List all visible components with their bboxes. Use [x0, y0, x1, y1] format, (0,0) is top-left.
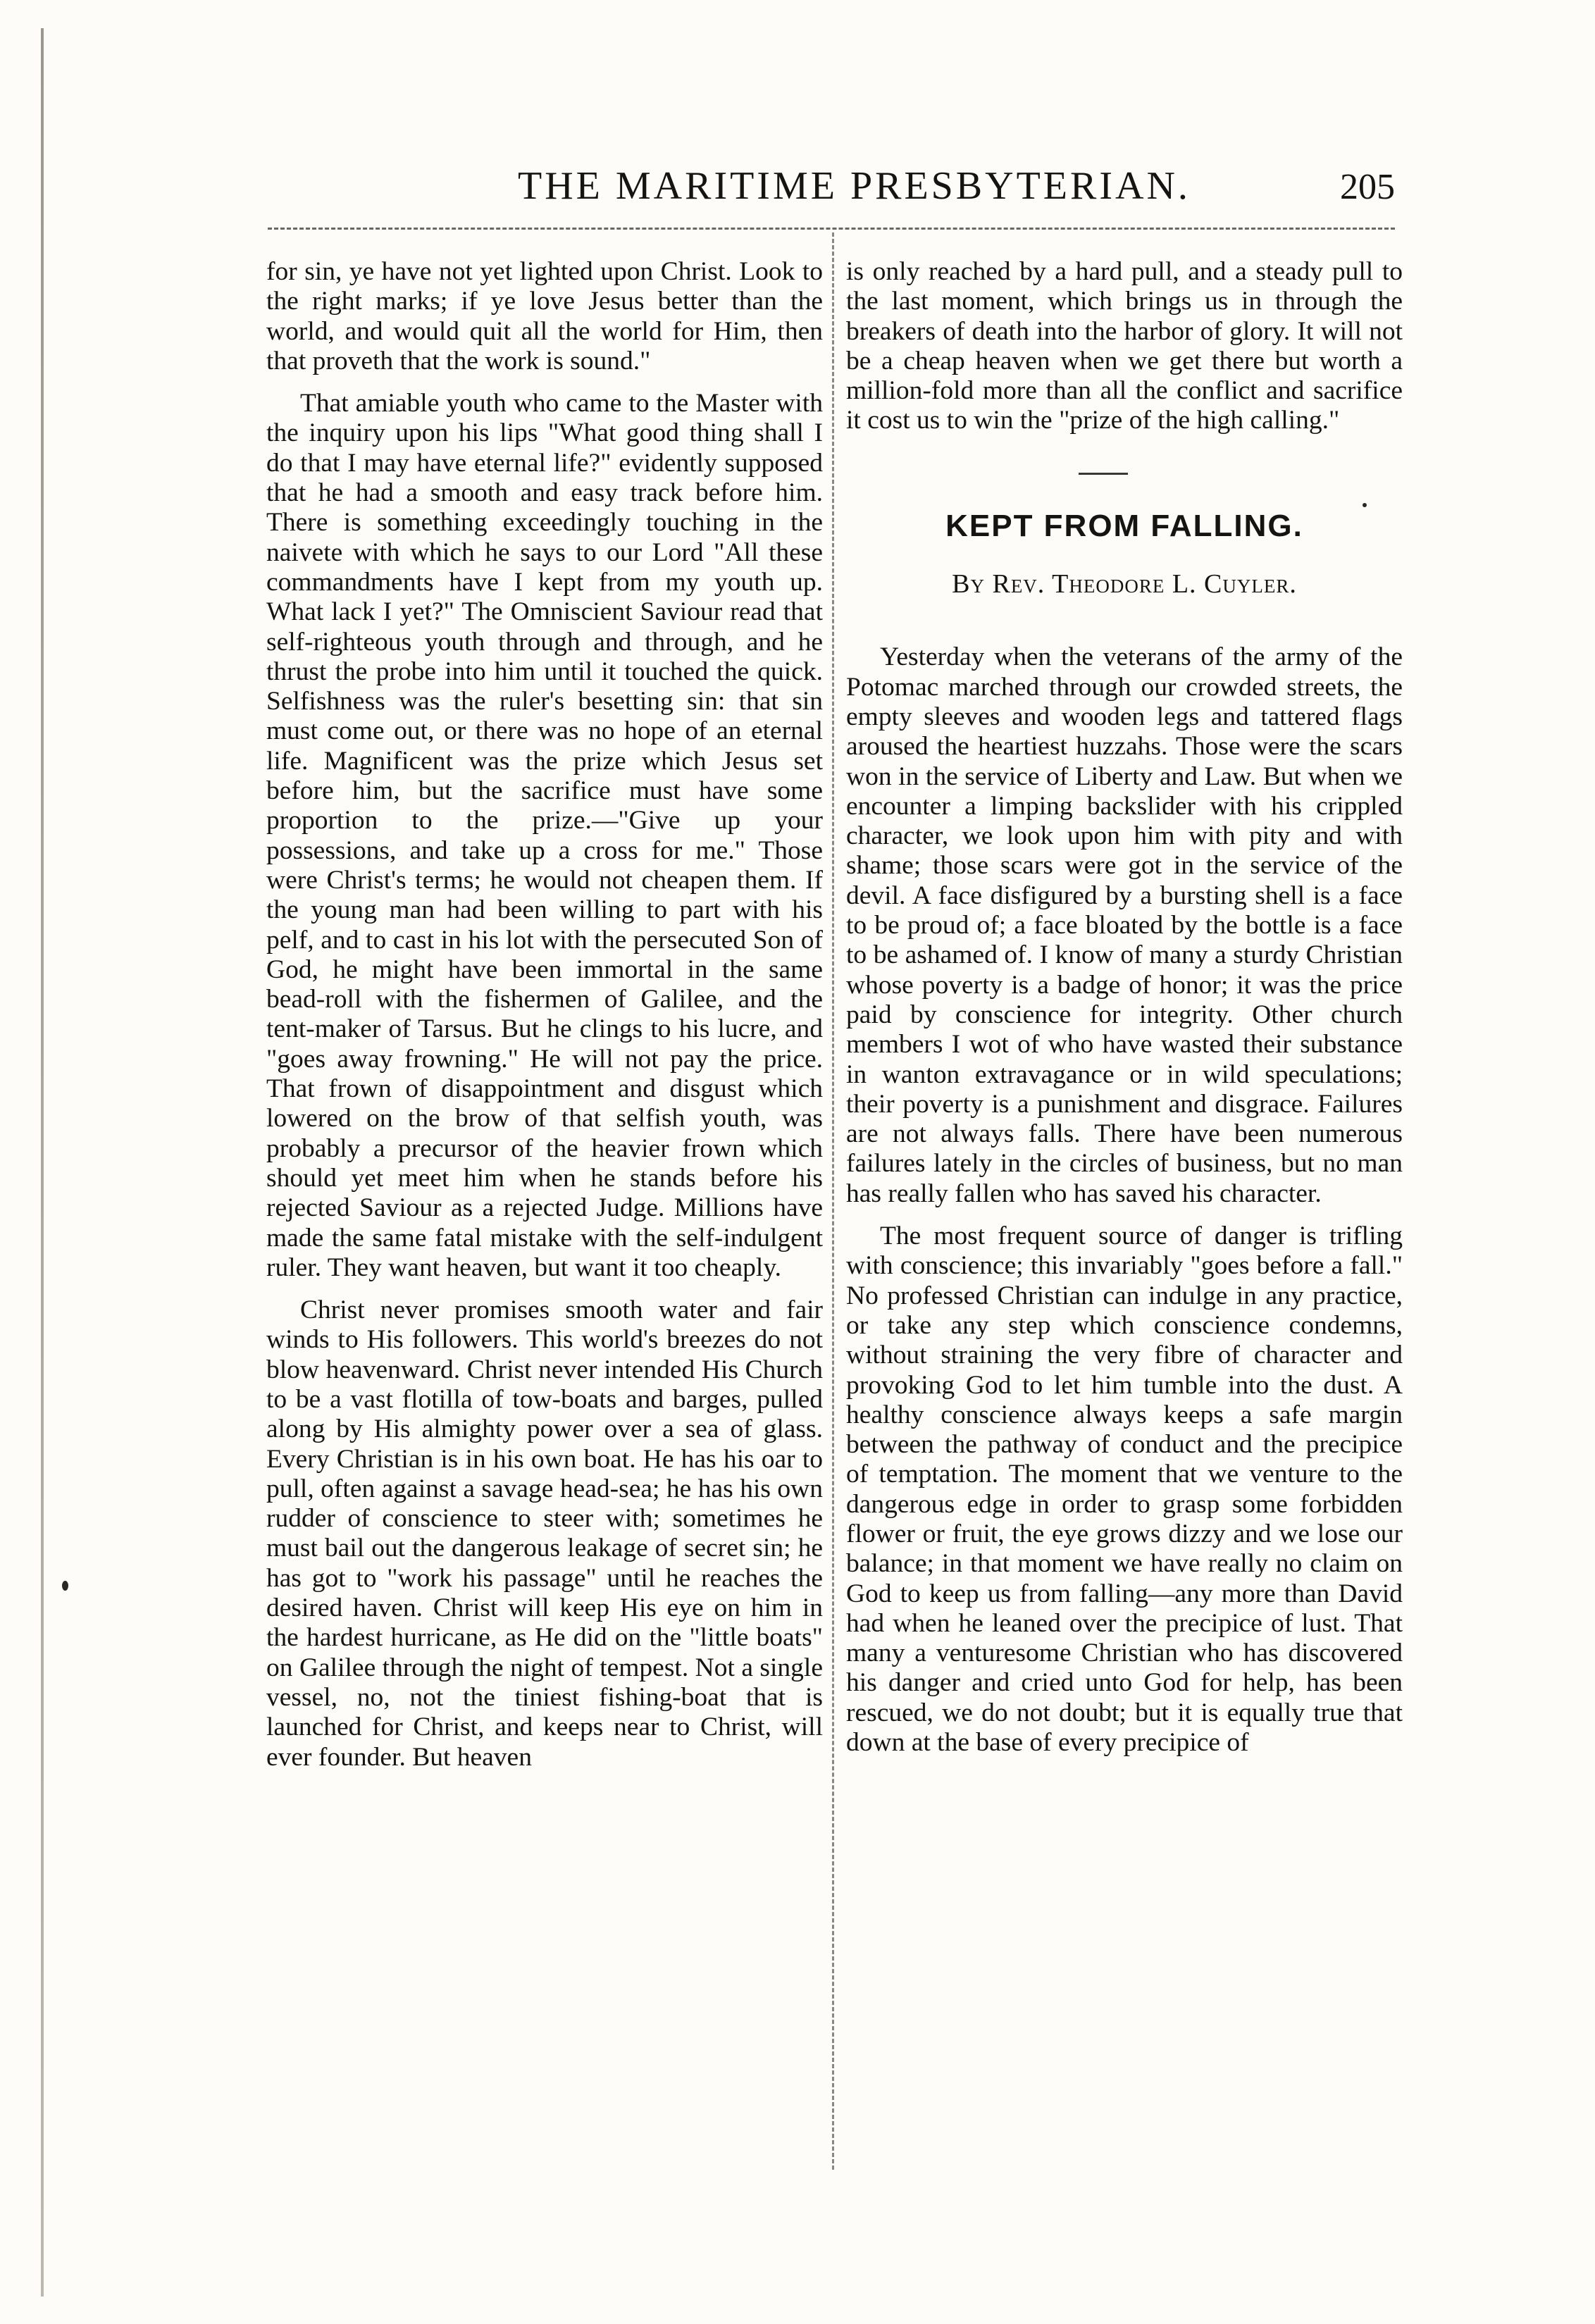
- article-byline: By Rev. Theodore L. Cuyler.: [952, 569, 1297, 599]
- paragraph: Christ never promises smooth water and fair winds to His followers. This world's breezes do not blow heavenward. Christ never intended His Church to be a vast flotilla of tow-boats and barges, pulled along by His almighty power over a sea of glass. Every Christian is in his own boat. He has his oar to pull, often against a savage head-sea; he has his own rudder of conscience to steer with; sometimes he must bail out the dangerous leakage of secret sin; he has got to "work his passage" until he reaches the desired haven. Christ will keep His eye on him in the hardest hurricane, as He did on the "little boats" on Galilee through the night of tempest. Not a single vessel, no, not the tiniest fishing-boat that is launched for Christ, and keeps near to Christ, will ever founder. But heaven: [266, 1295, 823, 1772]
- paragraph: Yesterday when the veterans of the army of the Potomac marched through our crowded streets, the empty sleeves and wooden legs and tattered flags aroused the heartiest huzzahs. Those were the scars won in the service of Liberty and Law. But when we encounter a limping backslider with his crippled character, we look upon him with pity and with shame; those scars were got in the service of the devil. A face disfigured by a bursting shell is a face to be proud of; a face bloated by the bottle is a face to be ashamed of. I know of many a sturdy Christian whose poverty is a badge of honor; it was the price paid by conscience for integrity. Other church members I wot of who have wasted their substance in wanton extravagance or in wild speculations; their poverty is a punishment and disgrace. Failures are not always falls. There have been numerous failures lately in the circles of business, but no man has really fallen who has saved his character.: [846, 642, 1403, 1208]
- column-divider: [832, 232, 834, 2170]
- right-column: [846, 257, 1403, 1770]
- ink-speck: [62, 1581, 68, 1591]
- paragraph: for sin, ye have not yet lighted upon Christ. Look to the right marks; if ye love Jesus better than the world, and would quit all the world for Him, then that proveth that the work is sound.": [266, 257, 823, 375]
- page-header: [268, 159, 1395, 223]
- page-number: 205: [1340, 167, 1395, 207]
- paragraph: is only reached by a hard pull, and a steady pull to the last moment, which brings us in through the breakers of death into the harbor of glory. It will not be a cheap heaven when we get there but worth a million-fold more than all the conflict and sacrifice it cost us to win the "prize of the high calling.": [846, 257, 1403, 435]
- header-rule: [268, 228, 1395, 230]
- left-column: [266, 257, 823, 1785]
- running-title: THE MARITIME PRESBYTERIAN.: [518, 164, 1191, 208]
- paragraph: That amiable youth who came to the Master with the inquiry upon his lips "What good thing shall I do that I may have eternal life?" evidently supposed that he had a smooth and easy track before him. There is something exceedingly touching in the naivete with which he says to our Lord "All these commandments have I kept from my youth up. What lack I yet?" The Omniscient Saviour read that self-righteous youth through and through, and he thrust the probe into him until it touched the quick. Selfishness was the ruler's besetting sin: that sin must come out, or there was no hope of an eternal life. Magnificent was the prize which Jesus set before him, but the sacrifice must have some proportion to the prize.—"Give up your possessions, and take up a cross for me." Those were Christ's terms; he would not cheapen them. If the young man had been willing to part with his pelf, and to cast in his lot with the persecuted Son of God, he might have been immortal in the same bead-roll with the fishermen of Galilee, and the tent-maker of Tarsus. But he clings to his lucre, and "goes away frowning." He will not pay the price. That frown of disappointment and disgust which lowered on the brow of that selfish youth, was probably a precursor of the heavier frown which should yet meet him when he stands before his rejected Saviour as a rejected Judge. Millions have made the same fatal mistake with the self-indulgent ruler. They want heaven, but want it too cheaply.: [266, 389, 823, 1282]
- section-divider: [1079, 473, 1128, 475]
- article-title: KEPT FROM FALLING.: [945, 508, 1303, 543]
- paragraph: The most frequent source of danger is trifling with conscience; this invariably "goes before a fall." No professed Christian can indulge in any practice, or take any step which conscience condemns, without straining the very fibre of character and provoking God to let him tumble into the dust. A healthy conscience always keeps a safe margin between the pathway of conduct and the precipice of temptation. The moment that we venture to the dangerous edge in order to grasp some forbidden flower or fruit, the eye grows dizzy and we lose our balance; in that moment we have really no claim on God to keep us from falling—any more than David had when he leaned over the precipice of lust. That many a venturesome Christian who has discovered his danger and cried unto God for help, has been rescued, we do not doubt; but it is equally true that down at the base of every precipice of: [846, 1222, 1403, 1758]
- page-edge-line: [41, 28, 44, 2297]
